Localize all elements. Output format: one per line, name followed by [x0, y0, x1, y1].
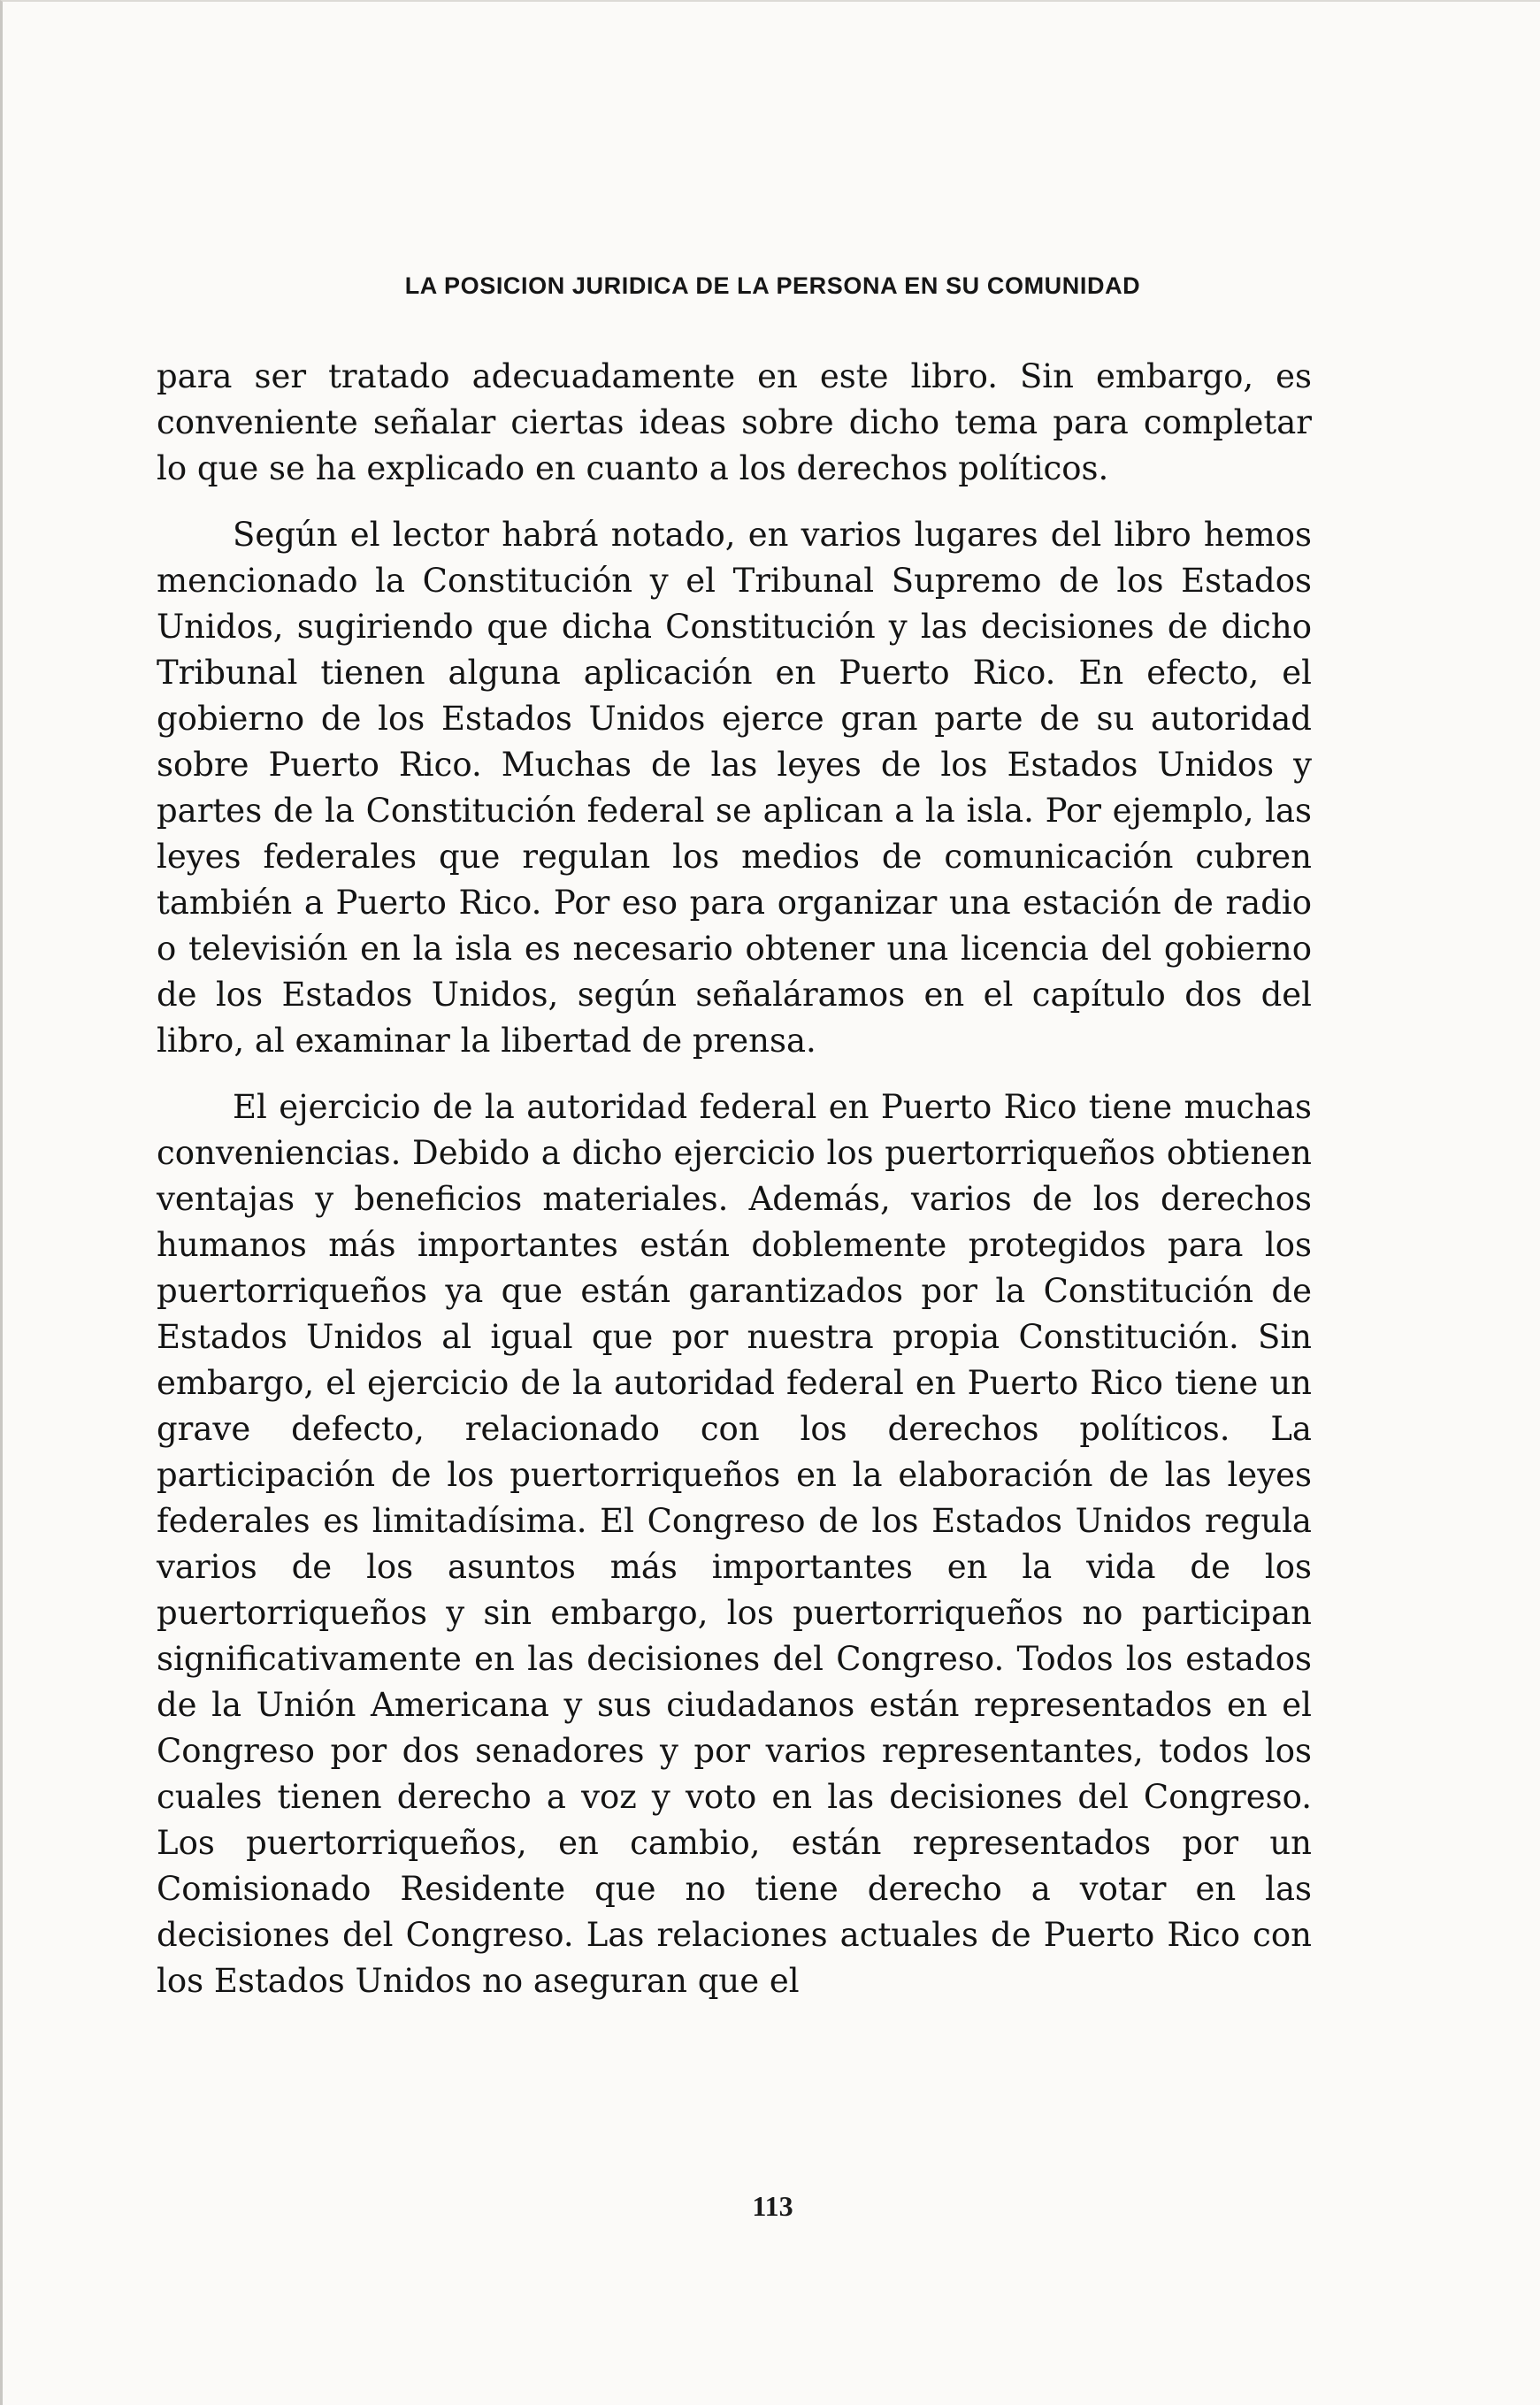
- paragraph: Según el lector habrá notado, en varios lugares del libro hemos mencionado la Constitución y el Tribunal Supremo de los Estados Unidos, sugiriendo que dicha Constitución y las decisiones de dicho Tribunal tienen alguna aplicación en Puerto Rico. En efecto, el gobierno de los Estados Unidos ejerce gran parte de su autoridad sobre Puerto Rico. Muchas de las leyes de los Estados Unidos y partes de la Constitución federal se aplican a la isla. Por ejemplo, las leyes federales que regulan los medios de comunicación cubren también a Puerto Rico. Por eso para organizar una estación de radio o televisión en la isla es necesario obtener una licencia del gobierno de los Estados Unidos, según señaláramos en el capítulo dos del libro, al examinar la libertad de prensa.: [157, 516, 1312, 1060]
- page-number: 113: [752, 2190, 793, 2222]
- paragraph: El ejercicio de la autoridad federal en Puerto Rico tiene muchas conveniencias. Debido a dicho ejercicio los puertorriqueños obtienen ventajas y beneficios materiales. Además, varios de los derechos humanos más importantes están doblemente protegidos para los puertorriqueños ya que están garantizados por la Constitución de Estados Unidos al igual que por nuestra propia Constitución. Sin embargo, el ejercicio de la autoridad federal en Puerto Rico tiene un grave defecto, relacionado con los derechos políticos. La participación de los puertorriqueños en la elaboración de las leyes federales es limitadísima. El Congreso de los Estados Unidos regula varios de los asuntos más importantes en la vida de los puertorriqueños y sin embargo, los puertorriqueños no participan significativamente en las decisiones del Congreso. Todos los estados de la Unión Americana y sus ciudadanos están representados en el Congreso por dos senadores y por varios representantes, todos los cuales tienen derecho a voz y voto en las decisiones del Congreso. Los puertorriqueños, en cambio, están representados por un Comisionado Residente que no tiene derecho a votar en las decisiones del Congreso. Las relaciones actuales de Puerto Rico con los Estados Unidos no aseguran que el: [157, 1088, 1312, 2000]
- body-text: [157, 354, 1312, 2004]
- paragraph-continuation: para ser tratado adecuadamente en este libro. Sin embargo, es conveniente señalar ciertas ideas sobre dicho tema para completar lo que se ha explicado en cuanto a los derechos políticos.: [157, 357, 1312, 487]
- running-header: LA POSICION JURIDICA DE LA PERSONA EN SU COMUNIDAD: [404, 272, 1141, 299]
